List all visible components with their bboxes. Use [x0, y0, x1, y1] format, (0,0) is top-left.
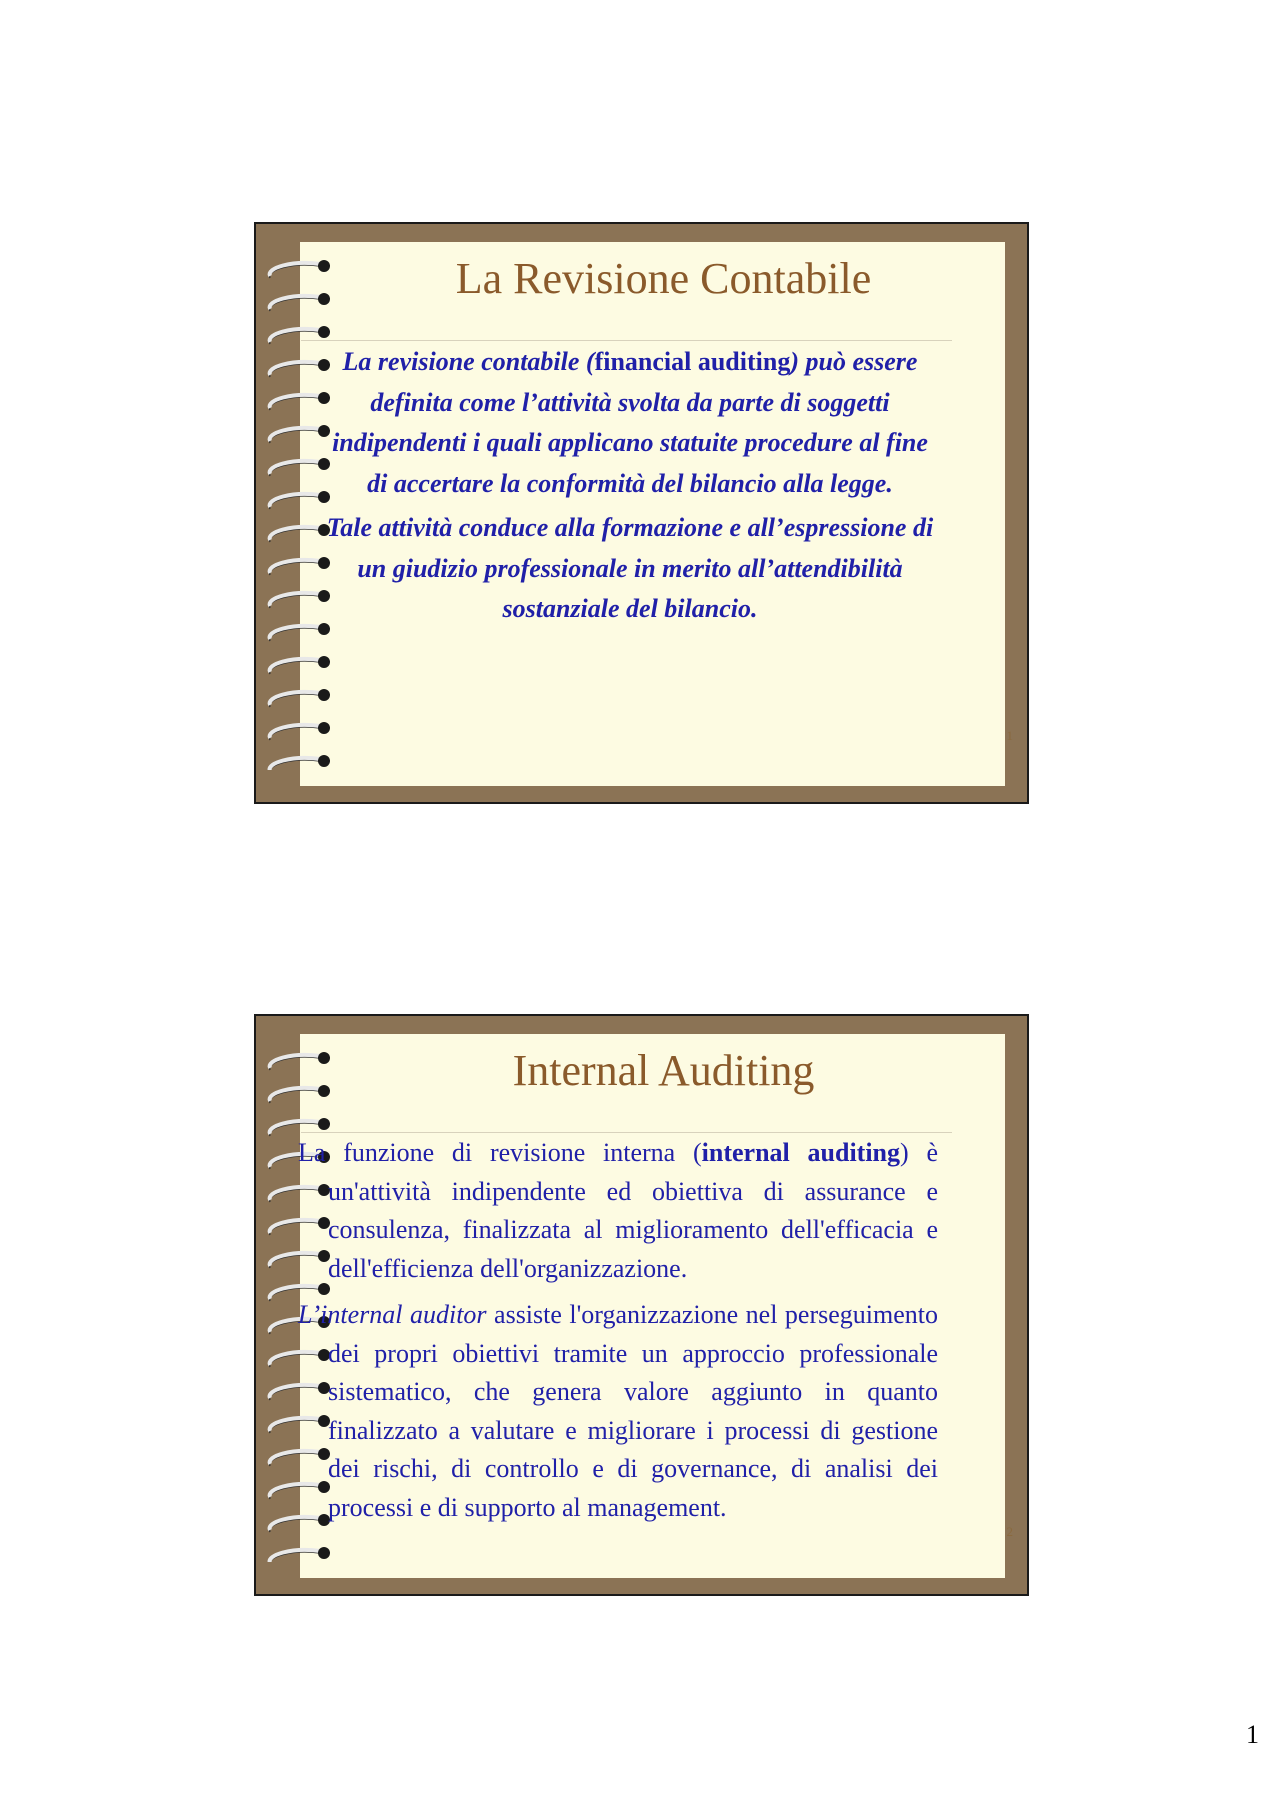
text: La funzione di revisione interna ( — [298, 1138, 702, 1167]
bold-term: internal auditing — [701, 1138, 901, 1167]
paragraph: Tale attività conduce alla formazione e all’espressione di un giudizio professionale in merito all’attendibilità sostanziale del bilancio. — [326, 513, 934, 623]
slide-title: La Revisione Contabile — [455, 254, 872, 303]
text: ) può essere definita come l’attività svolta da parte di soggetti indipendenti i quali applicano statuite procedure al fine di accertare la conformità del bilancio alla legge. — [332, 347, 928, 498]
slide-number: 2 — [1006, 1524, 1013, 1539]
slide-body — [298, 1134, 938, 1527]
paragraph — [320, 342, 940, 504]
text: ) è un'attività indipendente ed obiettiva di assurance e consulenza, finalizzata al miglioramento dell'efficacia e dell'efficienza dell'organizzazione. — [328, 1138, 938, 1283]
page-number: 1 — [1246, 1720, 1259, 1749]
text: assiste l'organizzazione nel perseguimento dei propri obiettivi tramite un approccio professionale sistematico, che genera valore aggiunto in quanto finalizzato a valutare e migliorare i processi di gestione dei rischi, di controllo e di governance, di analisi dei processi e di supporto al management. — [328, 1300, 938, 1522]
title-divider — [301, 340, 952, 341]
slide-body — [320, 342, 940, 630]
title-divider — [301, 1132, 952, 1133]
paragraph — [298, 1296, 938, 1527]
slide-title: Internal Auditing — [512, 1046, 815, 1095]
italic-term: L’internal auditor — [298, 1300, 487, 1329]
text: La revisione contabile ( — [342, 347, 595, 376]
slide-1 — [254, 222, 1029, 804]
slide-number: 1 — [1006, 728, 1013, 743]
paragraph — [298, 1134, 938, 1288]
slide-2 — [254, 1014, 1029, 1596]
bold-term: financial auditing — [594, 347, 791, 376]
